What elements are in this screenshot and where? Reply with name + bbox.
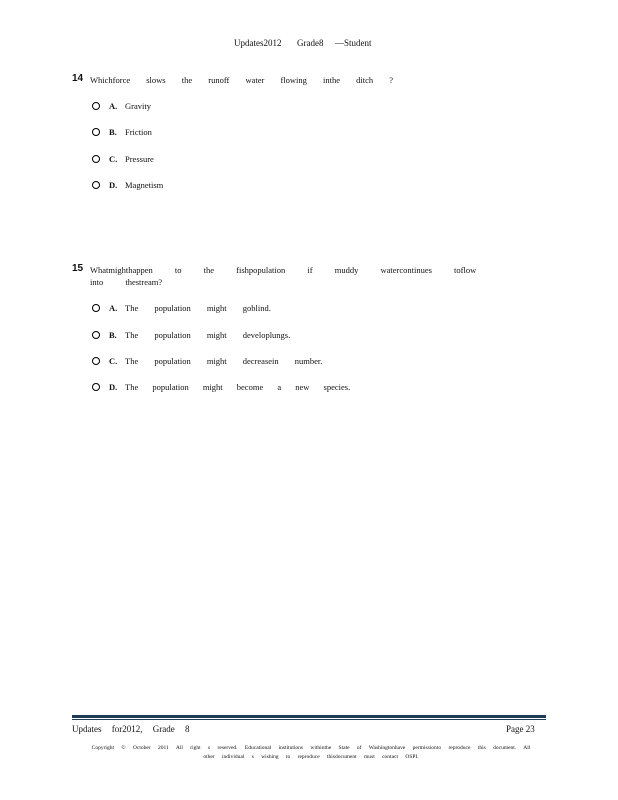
question-number: 14 bbox=[72, 73, 84, 84]
radio-circle-icon[interactable] bbox=[92, 331, 100, 339]
radio-circle-icon[interactable] bbox=[92, 304, 100, 312]
option-letter: A. bbox=[109, 303, 118, 313]
footer-rule bbox=[72, 715, 546, 718]
option-letter: C. bbox=[109, 356, 118, 366]
option-d[interactable] bbox=[92, 179, 163, 191]
option-text: The population might goblind. bbox=[125, 303, 271, 313]
radio-circle-icon[interactable] bbox=[92, 102, 100, 110]
option-letter: B. bbox=[109, 127, 117, 137]
question-15 bbox=[72, 263, 552, 403]
header-role: —Student bbox=[335, 38, 372, 48]
option-a[interactable] bbox=[92, 302, 271, 314]
question-stem: Whatmighthappen to the fishpopulation if muddy watercontinues toflow into thestream? bbox=[90, 265, 477, 287]
option-text: Pressure bbox=[125, 154, 154, 164]
option-b[interactable] bbox=[92, 329, 290, 341]
copyright-notice: Copyright © October 2011 All right s reserved. Educational institutions withinthe State of Washingtonhave permissionto reproduce this document. All other individual s wishing to reproduce thisdocument must contact OSPI. bbox=[91, 745, 531, 760]
radio-circle-icon[interactable] bbox=[92, 357, 100, 365]
radio-circle-icon[interactable] bbox=[92, 383, 100, 391]
question-stem: Whichforce slows the runoff water flowing inthe ditch ? bbox=[90, 75, 394, 85]
option-letter: B. bbox=[109, 330, 117, 340]
option-b[interactable] bbox=[92, 126, 152, 138]
option-text: Friction bbox=[125, 127, 152, 137]
radio-circle-icon[interactable] bbox=[92, 155, 100, 163]
option-letter: A. bbox=[109, 101, 118, 111]
question-number: 15 bbox=[72, 263, 84, 274]
option-text: Magnetism bbox=[125, 180, 164, 190]
footer-rule-thin bbox=[72, 719, 546, 720]
radio-circle-icon[interactable] bbox=[92, 181, 100, 189]
footer-title: Updates for2012, Grade 8 bbox=[72, 724, 190, 734]
header-grade: Grade8 bbox=[297, 38, 324, 48]
option-letter: D. bbox=[109, 382, 118, 392]
option-letter: C. bbox=[109, 154, 118, 164]
page-number: Page 23 bbox=[506, 724, 535, 734]
option-letter: D. bbox=[109, 180, 118, 190]
option-text: Gravity bbox=[125, 101, 151, 111]
header-updates: Updates2012 bbox=[234, 38, 282, 48]
option-text: The population might become a new species. bbox=[125, 382, 351, 392]
question-14 bbox=[72, 73, 552, 203]
option-c[interactable] bbox=[92, 153, 154, 165]
option-c[interactable] bbox=[92, 355, 322, 367]
radio-circle-icon[interactable] bbox=[92, 128, 100, 136]
option-a[interactable] bbox=[92, 100, 151, 112]
option-d[interactable] bbox=[92, 381, 350, 393]
option-text: The population might decreasein number. bbox=[125, 356, 323, 366]
option-text: The population might developlungs. bbox=[125, 330, 291, 340]
